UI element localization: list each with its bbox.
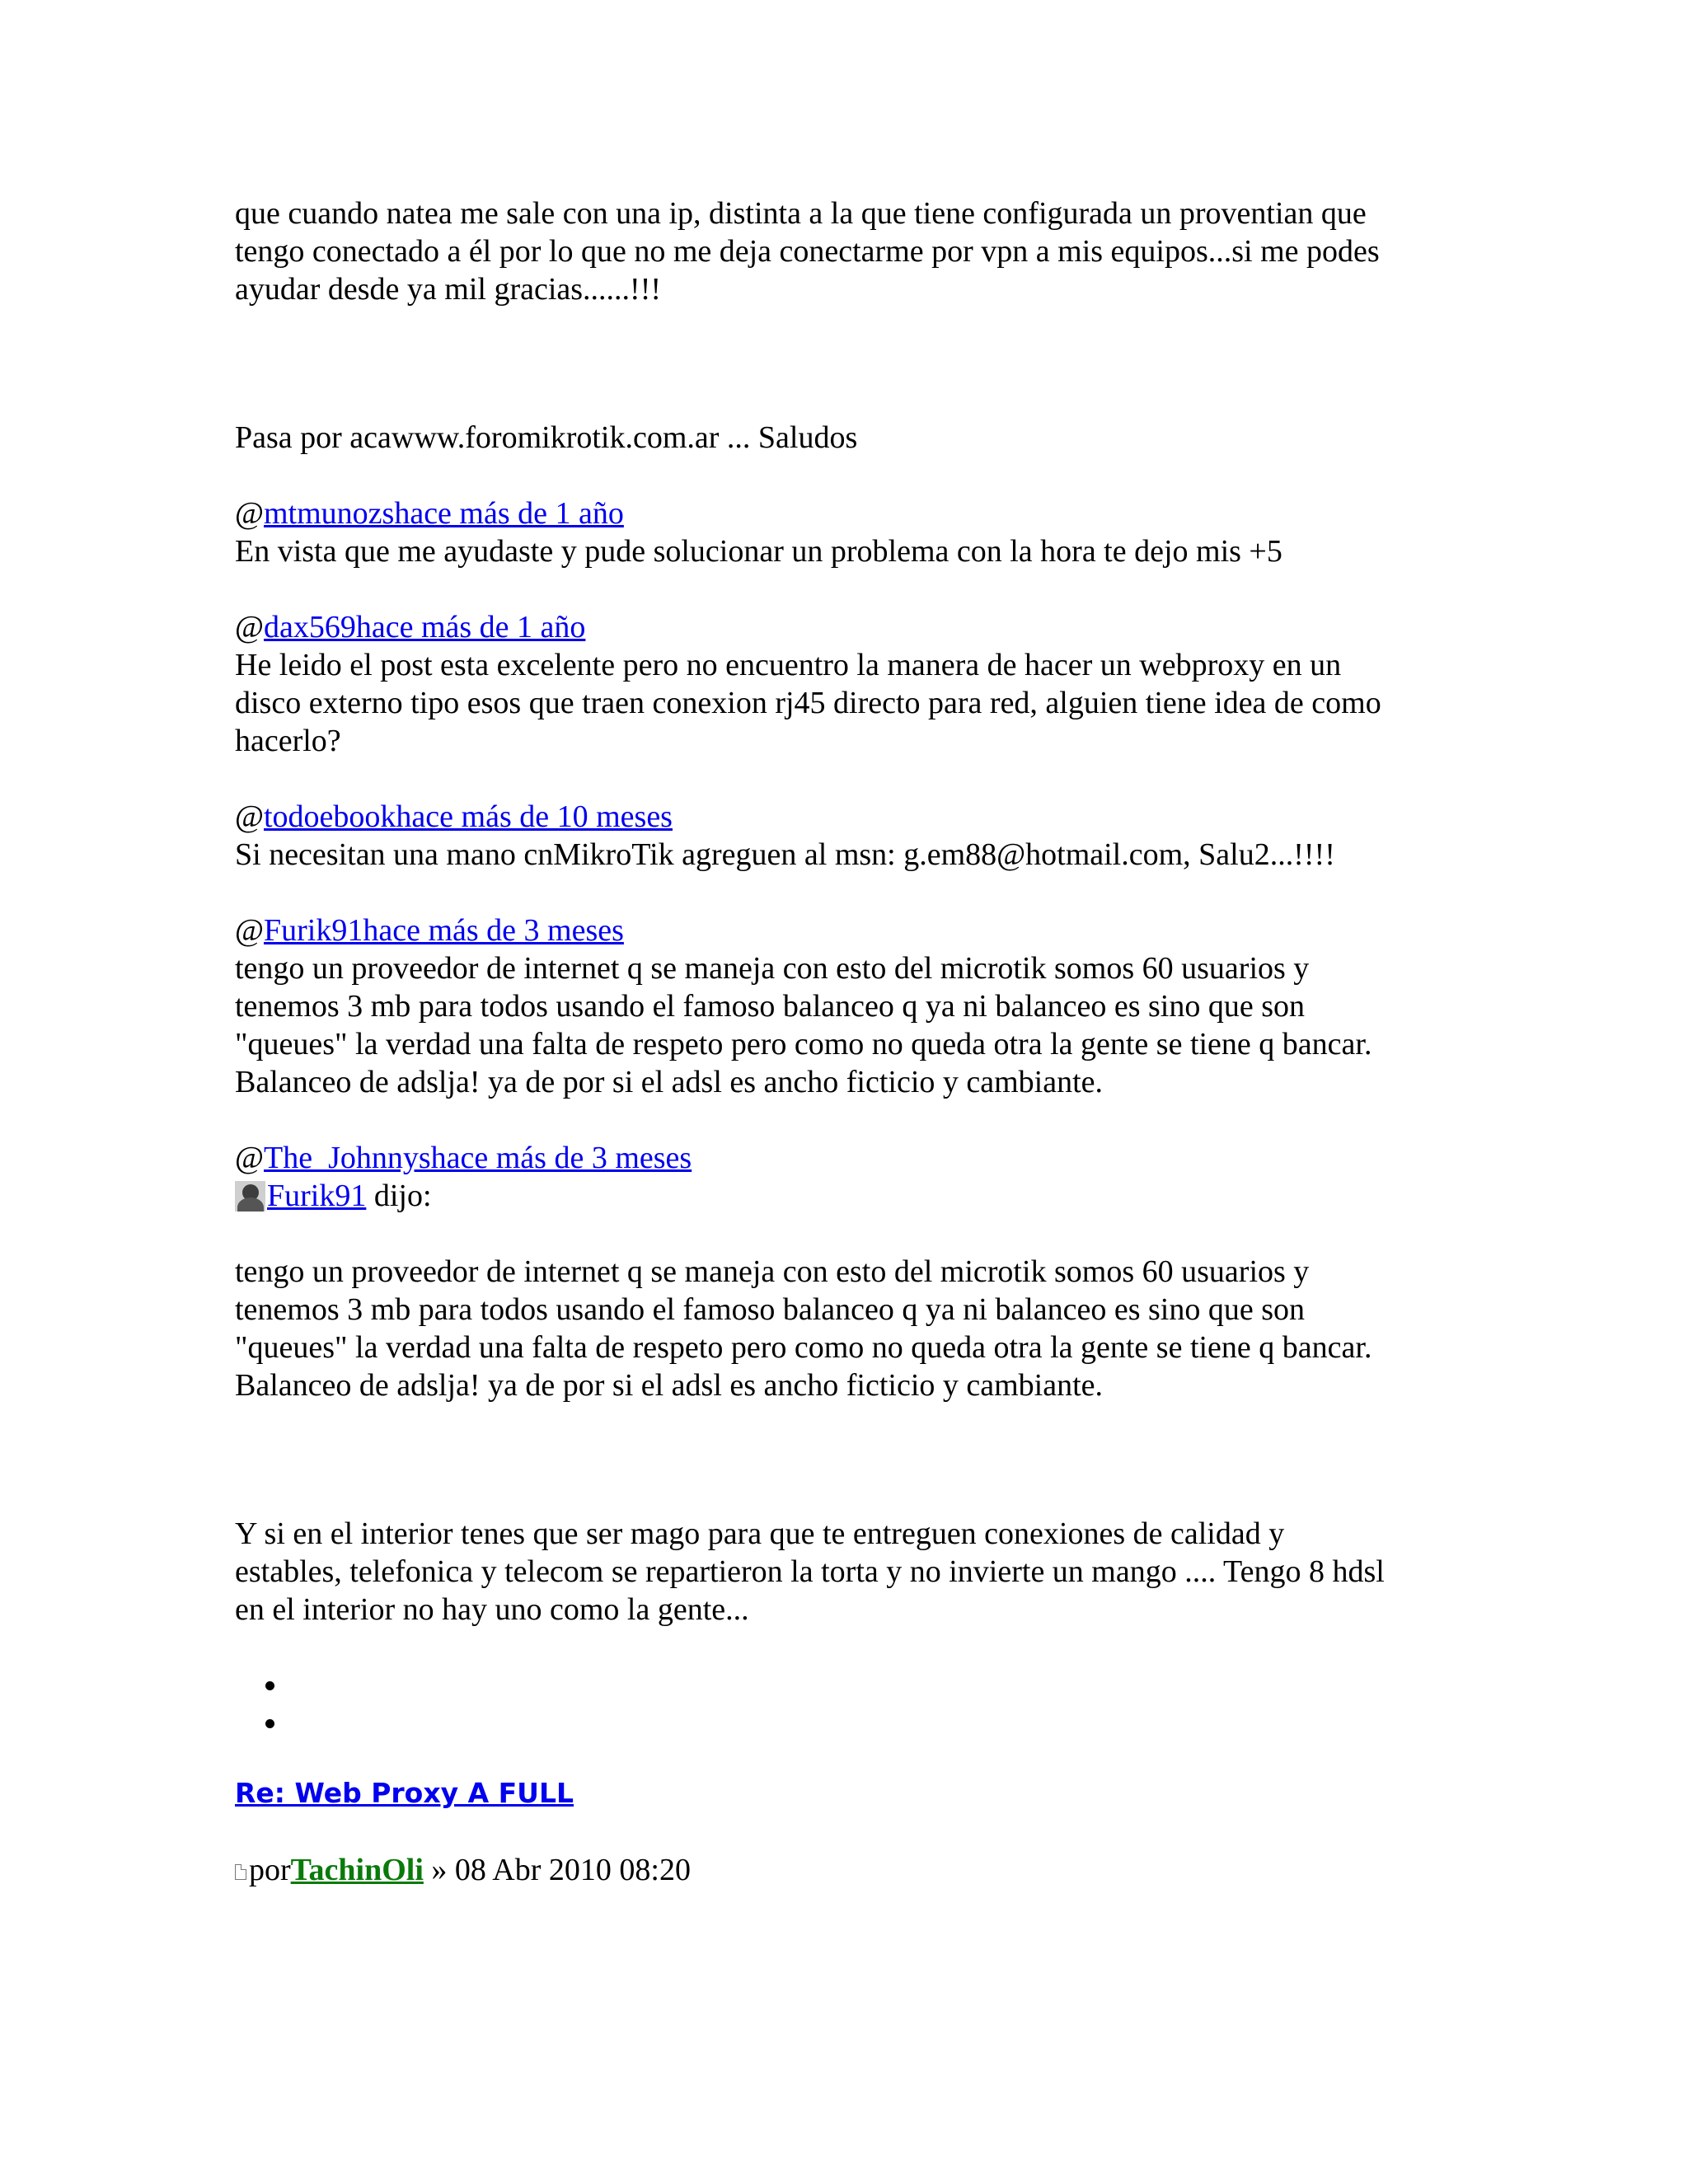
- final-line-3: en el interior no hay uno como la gente...: [235, 1592, 749, 1627]
- at-symbol: @: [235, 1141, 264, 1175]
- document-icon: [235, 1864, 246, 1880]
- user-avatar-icon: [235, 1181, 265, 1212]
- at-symbol: @: [235, 913, 264, 948]
- comment-header: [235, 1139, 1471, 1177]
- pasa-paragraph: Pasa por acawww.foromikrotik.com.ar ... Saludos: [235, 420, 858, 455]
- intro-line-1: que cuando natea me sale con una ip, distinta a la que tiene configurada un proventian que: [235, 196, 1367, 231]
- final-paragraph: [235, 1515, 1471, 1629]
- comment-line: "queues" la verdad una falta de respeto pero como no queda otra la gente se tiene q bancar.: [235, 1027, 1372, 1062]
- intro-line-3: ayudar desde ya mil gracias......!!!: [235, 272, 662, 307]
- intro-line-2: tengo conectado a él por lo que no me deja conectarme por vpn a mis equipos...si me podes: [235, 234, 1380, 269]
- comment-line: He leido el post esta excelente pero no encuentro la manera de hacer un webproxy en un: [235, 648, 1342, 682]
- comment: [235, 608, 1471, 760]
- comment: [235, 912, 1471, 1101]
- por-label: por: [249, 1853, 291, 1887]
- comment-user-link[interactable]: The_Johnnyshace más de 3 meses: [264, 1141, 692, 1175]
- comment-line: hacerlo?: [235, 724, 341, 758]
- comment: [235, 798, 1471, 874]
- quote-line: "queues" la verdad una falta de respeto pero como no queda otra la gente se tiene q bancar.: [235, 1330, 1372, 1365]
- document-page: [235, 194, 1471, 1889]
- comment-line: En vista que me ayudaste y pude solucionar un problema con la hora te dejo mis +5: [235, 534, 1282, 569]
- comment-line: Si necesitan una mano cnMikroTik agreguen al msn: g.em88@hotmail.com, Salu2...!!!!: [235, 837, 1335, 872]
- at-symbol: @: [235, 610, 264, 644]
- post-title-link[interactable]: Re: Web Proxy A FULL: [235, 1777, 574, 1809]
- post-byline: [235, 1851, 1471, 1889]
- comment-user-link[interactable]: Furik91hace más de 3 meses: [264, 913, 624, 948]
- comment-header: [235, 494, 1471, 532]
- comment-user-link[interactable]: mtmunozshace más de 1 año: [264, 496, 624, 531]
- comment-user-link[interactable]: todoebookhace más de 10 meses: [264, 799, 673, 834]
- quote-line: Balanceo de adslja! ya de por si el adsl es ancho ficticio y cambiante.: [235, 1368, 1104, 1403]
- comment-user-link[interactable]: dax569hace más de 1 año: [264, 610, 586, 644]
- comment-line: disco externo tipo esos que traen conexion rj45 directo para red, alguien tiene idea de como: [235, 686, 1381, 720]
- list-item: [289, 1666, 1471, 1704]
- at-symbol: @: [235, 496, 264, 531]
- quote-body: [235, 1253, 1471, 1404]
- dijo-label: dijo:: [366, 1179, 432, 1213]
- quoted-user-link[interactable]: Furik91: [267, 1179, 367, 1213]
- comment-header: [235, 798, 1471, 836]
- comment-line: Balanceo de adslja! ya de por si el adsl es ancho ficticio y cambiante.: [235, 1065, 1104, 1099]
- author-link[interactable]: TachinOli: [290, 1853, 424, 1887]
- comment-header: [235, 608, 1471, 646]
- comment-line: tengo un proveedor de internet q se maneja con esto del microtik somos 60 usuarios y: [235, 951, 1310, 986]
- final-line-1: Y si en el interior tenes que ser mago para que te entreguen conexiones de calidad y: [235, 1516, 1285, 1551]
- intro-paragraph: [235, 194, 1471, 308]
- list-item: [289, 1704, 1471, 1742]
- quote-header: [235, 1177, 1471, 1215]
- comment: [235, 494, 1471, 570]
- at-symbol: @: [235, 799, 264, 834]
- quote-line: tenemos 3 mb para todos usando el famoso balanceo q ya ni balanceo es sino que son: [235, 1292, 1305, 1327]
- quote-line: tengo un proveedor de internet q se maneja con esto del microtik somos 60 usuarios y: [235, 1254, 1310, 1289]
- comment-line: tenemos 3 mb para todos usando el famoso balanceo q ya ni balanceo es sino que son: [235, 989, 1305, 1024]
- final-line-2: estables, telefonica y telecom se repartieron la torta y no invierte un mango .... Tengo 8 hdsl: [235, 1554, 1385, 1589]
- comment-header: [235, 912, 1471, 949]
- post-title: [235, 1777, 1471, 1810]
- post-date: » 08 Abr 2010 08:20: [423, 1853, 691, 1887]
- empty-bullet-list: [235, 1666, 1471, 1742]
- quote-comment: [235, 1139, 1471, 1404]
